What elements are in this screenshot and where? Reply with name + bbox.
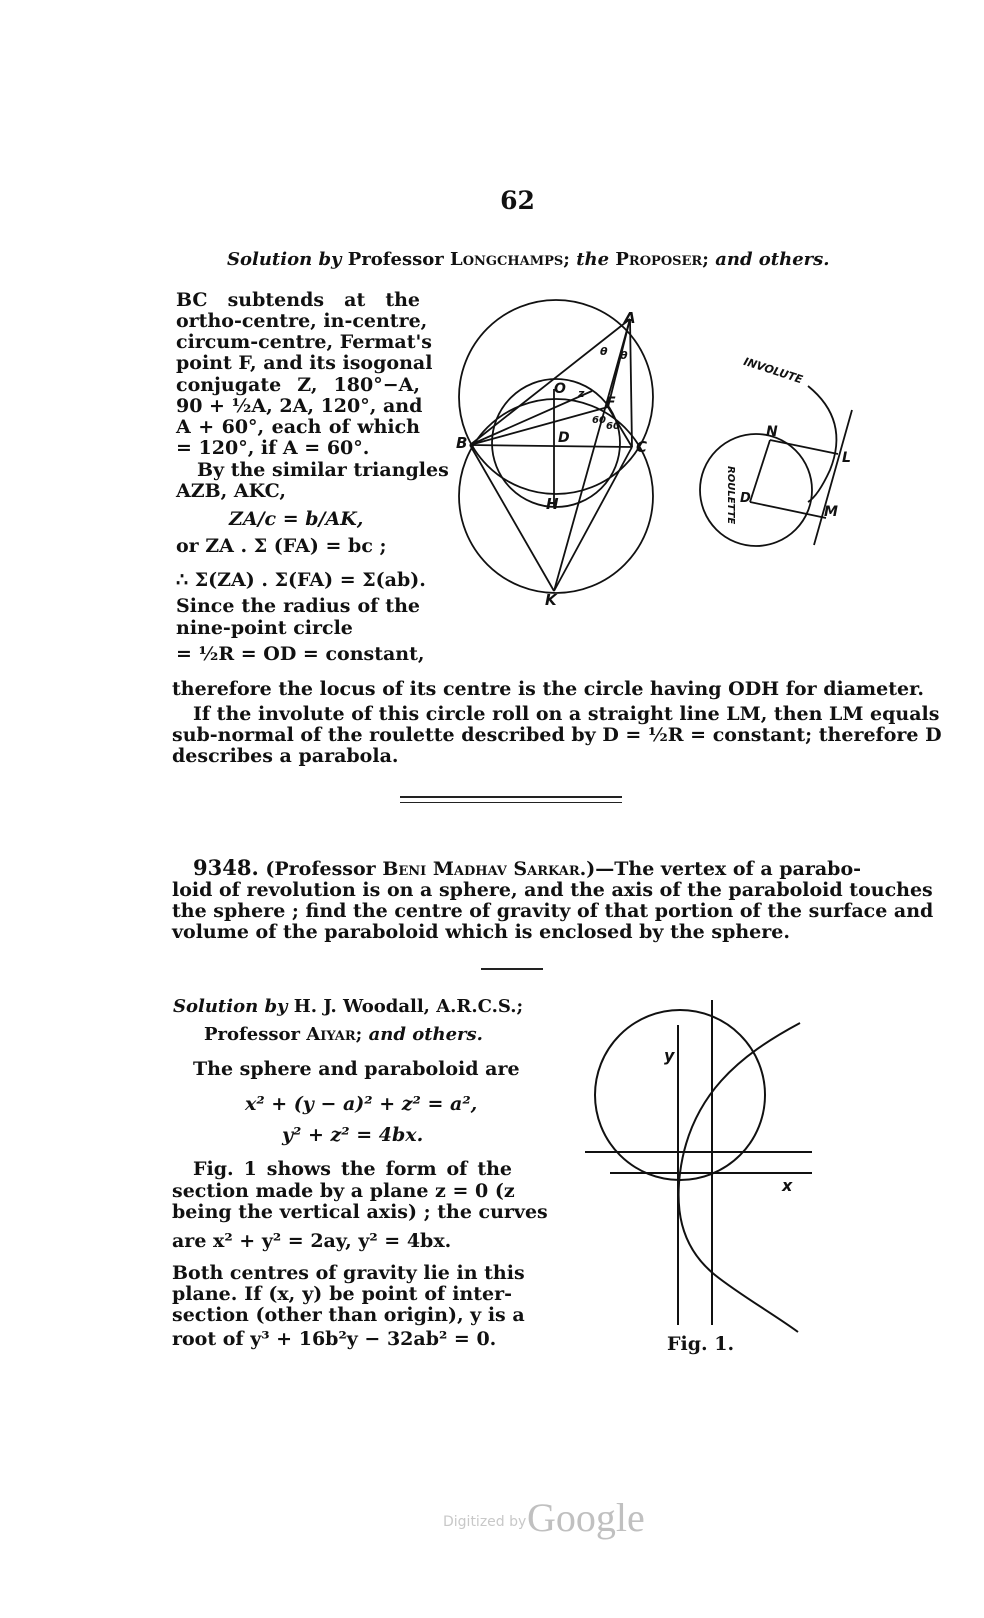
watermark-digitized-by: Digitized by [443, 1514, 527, 1530]
credit-prefix: Solution by [227, 249, 342, 270]
solution2-formula: x² + (y − a)² + z² = a², [245, 1093, 478, 1115]
solution2-line: Both centres of gravity lie in this [172, 1262, 525, 1284]
solution2-line: Fig. 1 shows the form of the [193, 1158, 512, 1180]
label-z: z [578, 387, 585, 400]
label-o: O [554, 381, 566, 397]
col1-line: ortho-centre, in-centre, [176, 310, 428, 332]
problem-line1-tail: )—The vertex of a parabo- [586, 858, 862, 880]
label-c: C [636, 438, 648, 456]
label-60-first: 60 [592, 415, 606, 426]
line-bz [470, 391, 592, 445]
problem-proposer-open: (Professor [265, 858, 376, 880]
credit-name-longchamps: Longchamps [450, 249, 564, 270]
col1-line: = 120°, if A = 60°. [176, 437, 370, 459]
geometry-figure-triangle [450, 295, 668, 615]
solution2-line: section (other than origin), y is a [172, 1304, 525, 1326]
label-d2: D [740, 491, 751, 506]
label-n: N [766, 424, 778, 440]
label-k: K [545, 591, 557, 609]
label-y-axis: y [664, 1046, 675, 1065]
problem-line: the sphere ; find the centre of gravity of that portion of the surface and [172, 900, 934, 922]
side-bc [470, 445, 632, 447]
credit-separator: ; [702, 249, 709, 270]
credit-separator: ; [563, 249, 570, 270]
label-h: H [546, 495, 559, 513]
line-bk [470, 445, 554, 591]
col1-formula: or ZA . Σ (FA) = bc ; [176, 535, 387, 557]
problem-proposer-name: Beni Madhav Sarkar. [382, 858, 587, 880]
solution2-line: section made by a plane z = 0 (z [172, 1180, 515, 1202]
circumcircle [459, 300, 653, 494]
google-watermark [443, 1494, 703, 1540]
credit-and-others: and others. [368, 1024, 483, 1045]
label-60-second: 60 [606, 421, 620, 432]
geometry-figure-roulette [690, 350, 870, 560]
line-nl [770, 440, 838, 454]
col1-formula: ZA/c = b/AK, [229, 508, 364, 530]
solution2-line: being the vertical axis) ; the curves [172, 1201, 548, 1223]
label-d: D [558, 430, 570, 446]
credit-separator: ; [355, 1024, 363, 1045]
figure-1-sphere-paraboloid [580, 995, 820, 1335]
label-x-axis: x [782, 1176, 793, 1195]
line-dm [750, 502, 826, 518]
col1-line: A + 60°, each of which [176, 416, 420, 438]
line-lm [814, 410, 852, 545]
label-l: L [842, 450, 851, 466]
col1-line: By the similar triangles [197, 459, 449, 481]
col1-formula: ∴ Σ(ZA) . Σ(FA) = Σ(ab). [176, 569, 426, 591]
label-involute: INVOLUTE [741, 354, 805, 387]
solution2-formula: y² + z² = 4bx. [282, 1124, 424, 1146]
col1-formula: = ½R = OD = constant, [176, 643, 425, 665]
col1-line: nine-point circle [176, 617, 353, 639]
credit-name-woodall: H. J. Woodall, A.R.C.S.; [293, 996, 524, 1017]
line-bf [470, 407, 608, 445]
line-af [608, 319, 630, 407]
credit-name-proposer: Proposer [615, 249, 703, 270]
paragraph-line: describes a parabola. [172, 745, 399, 767]
short-rule [481, 968, 543, 970]
problem-heading [193, 857, 861, 880]
watermark-google-logo: Google [527, 1495, 645, 1540]
credit-prefix: Solution by [173, 996, 288, 1017]
credit-name-aiyar: Aiyar [306, 1024, 356, 1045]
problem-number: 9348. [193, 855, 259, 880]
credit-and-others: and others. [715, 249, 830, 270]
credit-prof-word: Professor [204, 1024, 300, 1045]
roulette-circle [700, 434, 812, 546]
col1-line: 90 + ½A, 2A, 120°, and [176, 395, 423, 417]
col1-line: Since the radius of the [176, 595, 420, 617]
label-m: M [824, 504, 838, 520]
double-rule-bottom [400, 802, 622, 803]
col1-line: circum-centre, Fermat's [176, 331, 432, 353]
solution2-line: plane. If (x, y) be point of inter- [172, 1283, 512, 1305]
label-theta-2: θ [620, 349, 628, 362]
solution2-credit-line2 [204, 1024, 483, 1046]
credit-prof-word: Professor [347, 249, 444, 270]
figure-caption: Fig. 1. [667, 1333, 735, 1355]
col1-line: BC subtends at the [176, 289, 420, 311]
double-rule-top [400, 796, 622, 798]
label-f: F [606, 395, 616, 411]
side-ac [630, 319, 632, 447]
paragraph-line: sub-normal of the roulette described by D = ½R = constant; therefore D [172, 724, 942, 746]
paragraph-line: therefore the locus of its centre is the circle having ODH for diameter. [172, 678, 924, 700]
label-theta-1: θ [600, 345, 608, 358]
line-nd [750, 440, 770, 502]
problem-line: volume of the paraboloid which is enclosed by the sphere. [172, 921, 790, 943]
credit-the-word: the [576, 249, 610, 270]
col1-line: conjugate Z, 180°−A, [176, 374, 420, 396]
solution2-credit [173, 996, 523, 1018]
label-roulette: ROULETTE [725, 466, 736, 525]
label-a: A [624, 309, 636, 327]
page-number: 62 [500, 186, 535, 215]
label-b: B [456, 434, 468, 452]
solution2-formula: are x² + y² = 2ay, y² = 4bx. [172, 1230, 452, 1252]
solution2-line: The sphere and paraboloid are [193, 1058, 520, 1080]
section-circle [595, 1010, 765, 1180]
col1-line: point F, and its isogonal [176, 352, 433, 374]
solution1-credit [227, 249, 830, 271]
solution2-formula: root of y³ + 16b²y − 32ab² = 0. [172, 1328, 497, 1350]
paragraph-line: If the involute of this circle roll on a straight line LM, then LM equals [193, 703, 940, 725]
problem-line: loid of revolution is on a sphere, and the axis of the paraboloid touches [172, 879, 933, 901]
col1-line: AZB, AKC, [176, 480, 287, 502]
